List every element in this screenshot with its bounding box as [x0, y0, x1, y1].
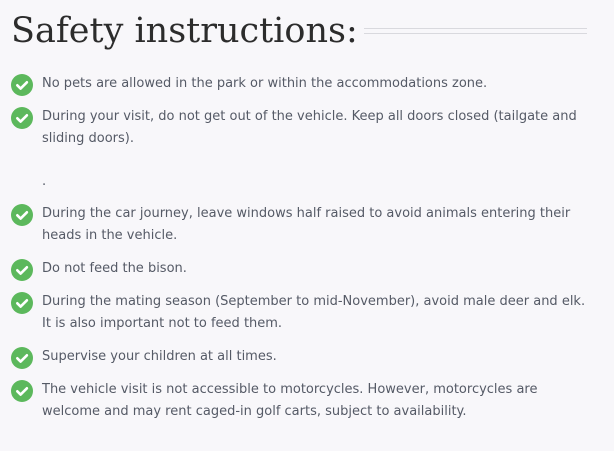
check-circle-icon: [11, 74, 33, 96]
check-circle-icon: [11, 347, 33, 369]
check-circle-icon: [11, 292, 33, 314]
instruction-text: Do not feed the bison.: [42, 261, 187, 276]
instruction-text: During the car journey, leave windows half raised to avoid animals entering their heads in the vehicle.: [42, 206, 571, 243]
instruction-text: The vehicle visit is not accessible to motorcycles. However, motorcycles are welcome and may rent caged-in golf carts, subject to availability.: [42, 382, 538, 419]
instruction-text: Supervise your children at all times.: [42, 349, 277, 364]
page-title: Safety instructions:: [11, 11, 358, 51]
check-circle-icon: [11, 259, 33, 281]
instruction-text: During your visit, do not get out of the vehicle. Keep all doors closed (tailgate and sliding doors).: [42, 109, 577, 146]
check-circle-icon: [11, 380, 33, 402]
stray-dot: .: [42, 174, 47, 189]
title-divider: [364, 28, 587, 34]
section-header: [11, 8, 587, 54]
instruction-text: No pets are allowed in the park or within the accommodations zone.: [42, 76, 488, 91]
check-circle-icon: [11, 204, 33, 226]
instruction-text: During the mating season (September to mid-November), avoid male deer and elk. It is also important not to feed them.: [42, 294, 586, 331]
check-circle-icon: [11, 107, 33, 129]
